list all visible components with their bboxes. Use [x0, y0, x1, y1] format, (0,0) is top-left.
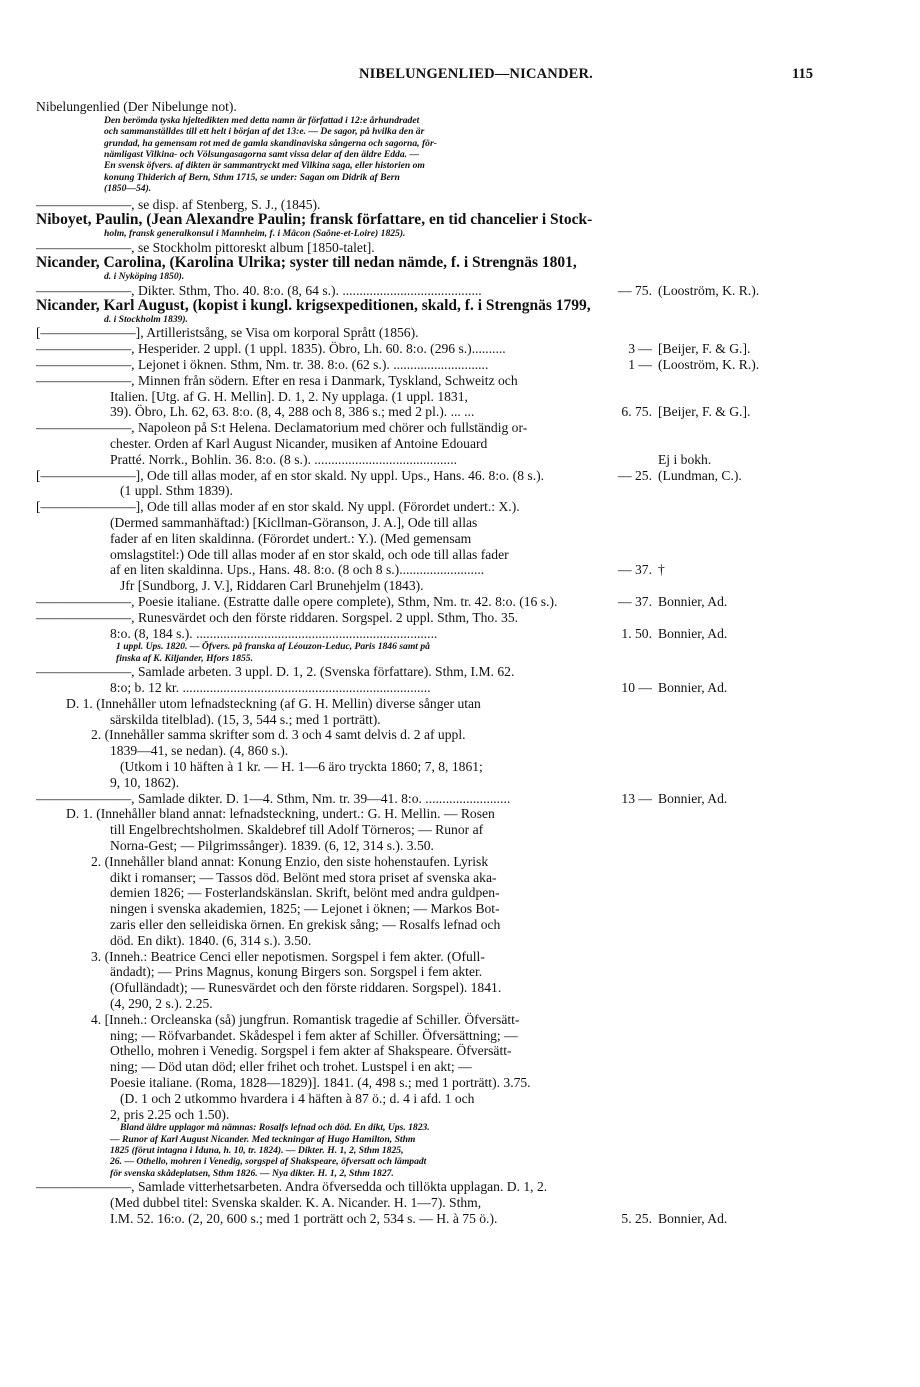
catalog-line — [36, 1195, 796, 1211]
line-text: Jfr [Sundborg, J. V.], Riddaren Carl Brunehjelm (1843). — [120, 578, 424, 594]
running-title: NIBELUNGENLIED—NICANDER. — [358, 66, 594, 82]
line-text: särskilda titelblad). (15, 3, 544 s.; med 1 porträtt). — [110, 711, 381, 727]
line-text: holm, fransk generalkonsul i Mannheim, f. i Mâcon (Saône-et-Loire) 1825). — [104, 228, 406, 240]
line-text: 1 uppl. Ups. 1820. — Öfvers. på franska af Léouzon-Leduc, Paris 1846 samt på — [116, 641, 430, 653]
catalog-line — [36, 436, 796, 452]
publisher: Bonnier, Ad. — [658, 790, 728, 806]
line-text: [———————], Ode till allas moder af en stor skald. Ny uppl. (Förordet undert.: X.). — [36, 499, 520, 515]
catalog-line — [36, 1107, 796, 1123]
price: — 75. — [618, 282, 652, 298]
publisher: [Beijer, F. & G.]. — [658, 341, 751, 357]
catalog-line — [36, 949, 796, 965]
catalog-line — [36, 1028, 796, 1044]
catalog-line — [36, 838, 796, 854]
catalog-line — [36, 1012, 796, 1028]
line-text: (D. 1 och 2 utkommo hvardera i 4 häften à 87 ö.; d. 4 i afd. 1 och — [120, 1090, 475, 1106]
publisher: † — [658, 562, 665, 578]
line-text: ———————, se Stockholm pittoreskt album [1850-talet]. — [36, 239, 375, 255]
catalog-line — [36, 515, 796, 531]
line-text: 26. — Othello, mohren i Venedig, sorgspel af Shakspeare, öfversatt och lämpadt — [110, 1156, 427, 1168]
page-number: 115 — [792, 66, 813, 82]
line-text: En svensk öfvers. af dikten är sammantryckt med Vilkina saga, eller historien om — [104, 160, 425, 172]
line-text: 2. (Innehåller samma skrifter som d. 3 och 4 samt delvis d. 2 af uppl. — [91, 727, 466, 743]
line-text: d. i Stockholm 1839). — [104, 314, 188, 326]
catalog-line — [36, 870, 796, 886]
line-text: Othello, mohren i Venedig. Sorgspel i fem akter af Shakspeare. Öfversätt- — [110, 1043, 512, 1059]
publisher: Bonnier, Ad. — [658, 680, 728, 695]
line-text: 1825 (förut intagna i Iduna, h. 10, tr. 1824). — Dikter. H. 1, 2, Sthm 1825, — [110, 1145, 404, 1157]
line-text: ———————, Dikter. Sthm, Tho. 40. 8:o. (8, 64 s.). ......................................... — [36, 282, 482, 298]
catalog-line — [36, 452, 796, 468]
line-text: ———————, Samlade vitterhetsarbeten. Andra öfversedda och tillökta upplagan. D. 1, 2. — [36, 1179, 548, 1195]
catalog-line — [36, 1179, 796, 1195]
catalog-line — [36, 283, 796, 299]
price: — 25. — [618, 467, 652, 483]
catalog-line — [36, 228, 796, 239]
catalog-line — [36, 499, 796, 515]
line-text: ———————, se disp. af Stenberg, S. J., (1845). — [36, 196, 321, 212]
catalog-line — [36, 160, 796, 171]
line-text: D. 1. (Innehåller bland annat: lefnadsteckning, undert.: G. H. Mellin. — Rosen — [66, 806, 495, 822]
catalog-line — [36, 626, 796, 642]
catalog-line — [36, 341, 796, 357]
line-text: ———————, Napoleon på S:t Helena. Declamatorium med chörer och fullständig or- — [36, 420, 528, 436]
catalog-line — [36, 743, 796, 759]
line-text: 3. (Inneh.: Beatrice Cenci eller nepotismen. Sorgspel i fem akter. (Ofull- — [91, 948, 485, 964]
line-text: (Med dubbel titel: Svenska skalder. K. A. Nicander. H. 1—7). Sthm, — [110, 1195, 482, 1211]
line-text: 2. (Innehåller bland annat: Konung Enzio, den siste hohenstaufen. Lyrisk — [91, 853, 489, 869]
catalog-line — [36, 1043, 796, 1059]
line-text: Nicander, Karl August, (kopist i kungl. krigsexpeditionen, skald, f. i Strengnäs 1799, — [36, 297, 591, 315]
catalog-line — [36, 791, 796, 807]
catalog-line — [36, 964, 796, 980]
catalog-line — [36, 1168, 796, 1179]
catalog-line — [36, 696, 796, 712]
line-text: 8:o; b. 12 kr. ......................................................................... — [110, 680, 431, 695]
line-text: ———————, Samlade arbeten. 3 uppl. D. 1, 2. (Svenska författare). Sthm, I.M. 62. — [36, 664, 515, 680]
line-text: ning; — Död utan död; eller frihet och trohet. Lustspel i en akt; — — [110, 1059, 472, 1075]
catalog-line — [36, 664, 796, 680]
catalog-line — [36, 822, 796, 838]
line-text: (4, 290, 2 s.). 2.25. — [110, 995, 213, 1011]
publisher: Bonnier, Ad. — [658, 1210, 728, 1226]
line-text: I.M. 52. 16:o. (2, 20, 600 s.; med 1 porträtt och 2, 534 s. — H. à 75 ö.). — [110, 1210, 498, 1226]
line-text: af en liten skaldinna. Ups., Hans. 48. 8:o. (8 och 8 s.)......................... — [110, 562, 485, 578]
line-text: Niboyet, Paulin, (Jean Alexandre Paulin; fransk författare, en tid chancelier i Stock- — [36, 211, 593, 229]
catalog-line — [36, 1091, 796, 1107]
catalog-line — [36, 680, 796, 696]
line-text: nämligast Vilkina- och Völsungasagorna samt vissa delar af den äldre Edda. — — [104, 148, 420, 160]
price: 5. 25. — [621, 1210, 652, 1226]
line-text: (Ofulländadt); — Runesvärdet och den förste riddaren. Sorgspel). 1841. — [110, 980, 502, 996]
line-text: ning; — Röfvarbandet. Skådespel i fem akter af Schiller. Öfversättning; — — [110, 1027, 518, 1043]
line-text: omslagstitel:) Ode till allas moder af en stor skald, och ode till allas fader — [110, 546, 509, 562]
price: 10 — — [621, 680, 652, 695]
line-text: ———————, Runesvärdet och den förste riddaren. Sorgspel. 2 uppl. Sthm, Tho. 35. — [36, 609, 519, 625]
line-text: [———————], Artilleristsång, se Visa om korporal Sprått (1856). — [36, 325, 419, 341]
publisher: (Looström, K. R.). — [658, 357, 760, 373]
catalog-line — [36, 183, 796, 194]
line-text: Bland äldre upplagor må nämnas: Rosalfs lefnad och död. En dikt, Ups. 1823. — [120, 1122, 430, 1134]
catalog-line — [36, 712, 796, 728]
price: 1. 50. — [621, 625, 652, 641]
catalog-line — [36, 885, 796, 901]
line-text: d. i Nyköping 1850). — [104, 271, 185, 283]
line-text: demien 1826; — Fosterlandskänslan. Skrift, belönt med andra guldpen- — [110, 885, 500, 901]
catalog-line — [36, 1156, 796, 1167]
catalog-line — [36, 1075, 796, 1091]
line-text: ———————, Poesie italiane. (Estratte dalle opere complete), Sthm, Nm. tr. 42. 8:o. (16 s.). — [36, 594, 558, 610]
line-text: 8:o. (8, 184 s.). ....................................................................... — [110, 625, 438, 641]
line-text: ———————, Samlade dikter. D. 1—4. Sthm, Nm. tr. 39—41. 8:o. ......................... — [36, 790, 511, 806]
line-text: ———————, Lejonet i öknen. Sthm, Nm. tr. 38. 8:o. (62 s.). ............................ — [36, 357, 489, 373]
catalog-line — [36, 917, 796, 933]
line-text: [———————], Ode till allas moder, af en stor skald. Ny uppl. Ups., Hans. 46. 8:o. (8 s.). — [36, 467, 545, 483]
line-text: fader af en liten skaldinna. (Förordet undert.: Y.). (Med gemensam — [110, 530, 472, 546]
catalog-line — [36, 901, 796, 917]
catalog-line — [36, 483, 796, 499]
price: — 37. — [618, 562, 652, 578]
publisher: Ej i bokh. — [658, 451, 712, 467]
page-header — [36, 66, 813, 84]
catalog-line — [36, 373, 796, 389]
line-text: (1 uppl. Sthm 1839). — [120, 483, 233, 499]
line-text: (Dermed sammanhäftad:) [Kicllman-Göranson, J. A.], Ode till allas — [110, 515, 478, 531]
price: 6. 75. — [621, 404, 652, 420]
line-text: Poesie italiane. (Roma, 1828—1829)]. 1841. (4, 498 s.; med 1 porträtt). 3.75. — [110, 1074, 531, 1090]
catalog-line — [36, 314, 796, 325]
line-text: 2, pris 2.25 och 1.50). — [110, 1106, 230, 1122]
catalog-line — [36, 996, 796, 1012]
price: 1 — — [628, 357, 652, 373]
catalog-line — [36, 594, 796, 610]
catalog-line — [36, 99, 796, 115]
catalog-line — [36, 1211, 796, 1227]
line-text: Den berömda tyska hjeltedikten med detta namn är författad i 12:e århundradet — [104, 114, 420, 126]
publisher: (Looström, K. R.). — [658, 282, 760, 298]
price: 13 — — [621, 790, 652, 806]
price: — 37. — [618, 594, 652, 610]
catalog-line — [36, 325, 796, 341]
catalog-line — [36, 197, 796, 213]
catalog-line — [36, 1145, 796, 1156]
publisher: (Lundman, C.). — [658, 467, 742, 483]
catalog-line — [36, 255, 796, 271]
catalog-line — [36, 775, 796, 791]
catalog-line — [36, 420, 796, 436]
catalog-line — [36, 126, 796, 137]
catalog-line — [36, 298, 796, 314]
line-text: död. En dikt). 1840. (6, 314 s.). 3.50. — [110, 932, 312, 948]
line-text: — Runor af Karl August Nicander. Med teckningar af Hugo Hamilton, Sthm — [110, 1133, 416, 1145]
catalog-line — [36, 578, 796, 594]
catalog-line — [36, 240, 796, 256]
catalog-line — [36, 1059, 796, 1075]
line-text: ningen i svenska akademien, 1825; — Lejonet i öknen; — Markos Bot- — [110, 901, 500, 917]
line-text: 4. [Inneh.: Orcleanska (så) jungfrun. Romantisk tragedie af Schiller. Öfversätt- — [91, 1011, 520, 1027]
catalog-line — [36, 610, 796, 626]
catalog-line — [36, 212, 796, 228]
line-text: chester. Orden af Karl August Nicander, musiken af Antoine Edouard — [110, 436, 488, 452]
catalog-line — [36, 149, 796, 160]
catalog-line — [36, 933, 796, 949]
catalog-line — [36, 641, 796, 652]
line-text: Nicander, Carolina, (Karolina Ulrika; syster till nedan nämde, f. i Strengnäs 1801, — [36, 254, 577, 272]
line-text: (1850—54). — [104, 183, 152, 195]
catalog-entries — [36, 99, 796, 1227]
line-text: 9, 10, 1862). — [110, 774, 180, 790]
line-text: finska af K. Kiljander, Hfors 1855. — [116, 652, 253, 664]
catalog-line — [36, 727, 796, 743]
catalog-line — [36, 1134, 796, 1145]
catalog-line — [36, 357, 796, 373]
catalog-line — [36, 547, 796, 563]
catalog-line — [36, 172, 796, 183]
line-text: grundad, ha gemensam rot med de gamla skandinaviska sångerna och sagorna, för- — [104, 137, 437, 149]
catalog-line — [36, 653, 796, 664]
catalog-line — [36, 562, 796, 578]
line-text: ———————, Minnen från södern. Efter en resa i Danmark, Tyskland, Schweitz och — [36, 372, 518, 388]
line-text: Italien. [Utg. af G. H. Mellin]. D. 1, 2. Ny upplaga. (1 uppl. 1831, — [110, 388, 468, 404]
catalog-line — [36, 271, 796, 282]
catalog-line — [36, 138, 796, 149]
line-text: D. 1. (Innehåller utom lefnadsteckning (af G. H. Mellin) diverse sånger utan — [66, 695, 481, 711]
line-text: till Engelbrechtsholmen. Skaldebref till Adolf Törneros; — Runor af — [110, 822, 484, 838]
catalog-line — [36, 531, 796, 547]
line-text: 1839—41, se nedan). (4, 860 s.). — [110, 743, 289, 759]
price: 3 — — [628, 341, 652, 357]
catalog-line — [36, 759, 796, 775]
line-text: dikt i romanser; — Tassos död. Belönt med stora priset af svenska aka- — [110, 869, 497, 885]
catalog-line — [36, 1122, 796, 1133]
catalog-line — [36, 404, 796, 420]
publisher: [Beijer, F. & G.]. — [658, 404, 751, 420]
line-text: ändadt); — Prins Magnus, konung Birgers son. Sorgspel i fem akter. — [110, 964, 483, 980]
line-text: Nibelungenlied (Der Nibelunge not). — [36, 99, 237, 114]
catalog-line — [36, 806, 796, 822]
catalog-line — [36, 468, 796, 484]
line-text: ———————, Hesperider. 2 uppl. (1 uppl. 1835). Öbro, Lh. 60. 8:o. (296 s.).......... — [36, 341, 506, 357]
catalog-line — [36, 115, 796, 126]
publisher: Bonnier, Ad. — [658, 594, 728, 610]
line-text: konung Thiderich af Bern, Sthm 1715, se under: Sagan om Didrik af Bern — [104, 171, 400, 183]
line-text: Pratté. Norrk., Bohlin. 36. 8:o. (8 s.). .......................................... — [110, 451, 457, 467]
line-text: och sammanställdes till ett helt i början af det 13:e. — De sagor, på hvilka den är — [104, 126, 425, 138]
line-text: 39). Öbro, Lh. 62, 63. 8:o. (8, 4, 288 och 8, 386 s.; med 2 pl.). ... ... — [110, 404, 475, 420]
catalog-line — [36, 854, 796, 870]
line-text: zaris eller den selleidiska örnen. En grekisk sång; — Rosalfs lefnad och — [110, 916, 501, 932]
line-text: för svenska skådeplatsen, Sthm 1826. — Nya dikter. H. 1, 2, Sthm 1827. — [110, 1167, 394, 1179]
line-text: Norna-Gest; — Pilgrimssånger). 1839. (6, 12, 314 s.). 3.50. — [110, 837, 434, 853]
publisher: Bonnier, Ad. — [658, 625, 728, 641]
catalog-line — [36, 980, 796, 996]
line-text: (Utkom i 10 häften à 1 kr. — H. 1—6 äro tryckta 1860; 7, 8, 1861; — [120, 758, 483, 774]
catalog-line — [36, 389, 796, 405]
